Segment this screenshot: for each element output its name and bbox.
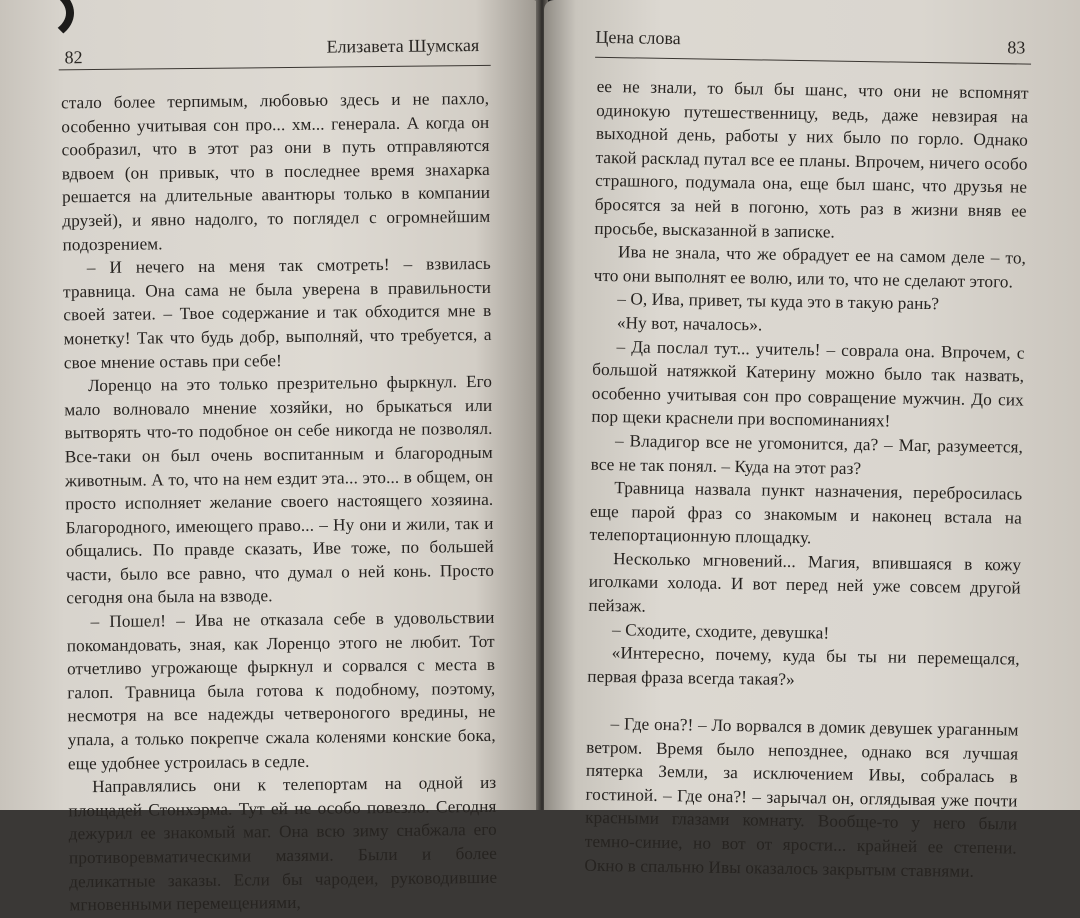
- paragraph: Несколько мгновений... Магия, впившаяся в кожу иголками холода. И вот перед ней уже совсем другой пейзаж.: [588, 549, 1022, 616]
- paragraph: – Где она?! – Ло ворвался в домик девушек ураганным ветром. Время было непозднее, однако вся лучшая пятерка Земли, за исключением Ивы, собралась в гостиной. – Где она?! – зарычал он, оглядывая уже почти красными глазами комнату. Вообще-то у него были темно-синие, но вот от ярости... крайней ее степени. Окно в спальню Ивы оказалось закрытым ставнями.: [584, 714, 1019, 881]
- right-header-rule: [595, 57, 1031, 65]
- right-page-number: 83: [1007, 37, 1026, 58]
- paragraph: – Сходите, сходите, девушка!: [611, 619, 830, 643]
- paragraph: Направлялись они к телепортам на одной из площадей Стонхэрма. Тут ей не особо повезло. Сегодня дежурил ее знакомый маг. Она всю зиму снабжала его противоревматическими мазями. Были и более деликатные заказы. Если бы чародеи, руководившие мгновенными перемещениями,: [68, 773, 498, 915]
- paragraph: ее не знали, то был бы шанс, что они не вспомнят одинокую путешественницу, ведь, даже невзирая на выходной день, работы у них было по горло. Однако такой расклад путал все ее планы. Впрочем, ничего особо страшного, подумала она, еще был шанс, что друзья не бросятся за ней в погоню, хоть раз в жизни вняв ее просьбе, высказанной в записке.: [594, 76, 1029, 242]
- paragraph: «Ну вот, началось».: [616, 313, 763, 335]
- paragraph: «Интересно, почему, куда бы ты ни перемещался, первая фраза всегда такая?»: [587, 643, 1020, 689]
- left-page: [0, 0, 540, 915]
- right-page: [544, 0, 1080, 881]
- right-running-header: Цена слова: [595, 26, 681, 49]
- paragraph: – И нечего на меня так смотреть! – взвилась травница. Она сама не была уверена в правильности своей затеи. – Твое содержание и так обходится мне в монетку! Так что будь добр, выполняй, что требуется, а свое мнение оставь при себе!: [62, 254, 492, 372]
- left-header-rule: [59, 65, 491, 71]
- paragraph: стало более терпимым, любовью здесь и не пахло, особенно учитывая сон про... хм... генерала. А когда он сообразил, что в этот раз они в путь отправляются вдвоем (он привык, что в последнее время знахарка решается на длительные авантюры только в компании друзей), и явно надолго, то поглядел с огромнейшим подозрением.: [60, 88, 491, 254]
- left-page-number: 82: [64, 47, 83, 68]
- paragraph: Лоренцо на это только презрительно фыркнул. Его мало волновало мнение хозяйки, но брыкаться или вытворять что-то подобное он себе никогда не позволял. Все-таки он был очень воспитанным и благородным животным. А то, что на нем ездит эта... это... в общем, он просто исполняет желание своего настоящего хозяина. Благородного, имеющего право... – Ну они и жили, так и общались. По правде сказать, Иве тоже, по большей части, было все равно, что думал о ней конь. Просто сегодня она была на взводе.: [64, 371, 495, 608]
- right-page-text: [584, 75, 1029, 884]
- paragraph: – Владигор все не угомонится, да? – Маг, разумеется, все не так понял. – Куда на этот раз?: [590, 431, 1024, 478]
- paragraph: Травница назвала пункт назначения, перебросилась еще парой фраз со знакомым и наконец встала на телепортационную площадку.: [589, 478, 1023, 548]
- paragraph: – О, Ива, привет, ты куда это в такую рань?: [617, 289, 940, 314]
- paragraph: – Да послал тут... учитель! – соврала она. Впрочем, с большой натяжкой Катерину можно было так назвать, особенно учитывая сон про совращение мужчин. До сих пор щеки краснели при воспоминаниях!: [591, 336, 1025, 431]
- left-page-text: [61, 87, 498, 917]
- paragraph: Ива не знала, что же обрадует ее на самом деле – то, что они выполнят ее волю, или то, что не сделают этого.: [593, 242, 1027, 292]
- left-running-header: Елизавета Шумская: [326, 34, 480, 57]
- paragraph: – Пошел! – Ива не отказала себе в удовольствии покомандовать, зная, как Лоренцо этого не любит. Тот отчетливо угрожающе фыркнул и сорвался с места в галоп. Травница была готова к подобному, поэтому, несмотря на все надежды четвероногого вредины, не упала, а только покрепче сжала коленями конские бока, еще удобнее устроилась в седле.: [66, 607, 496, 773]
